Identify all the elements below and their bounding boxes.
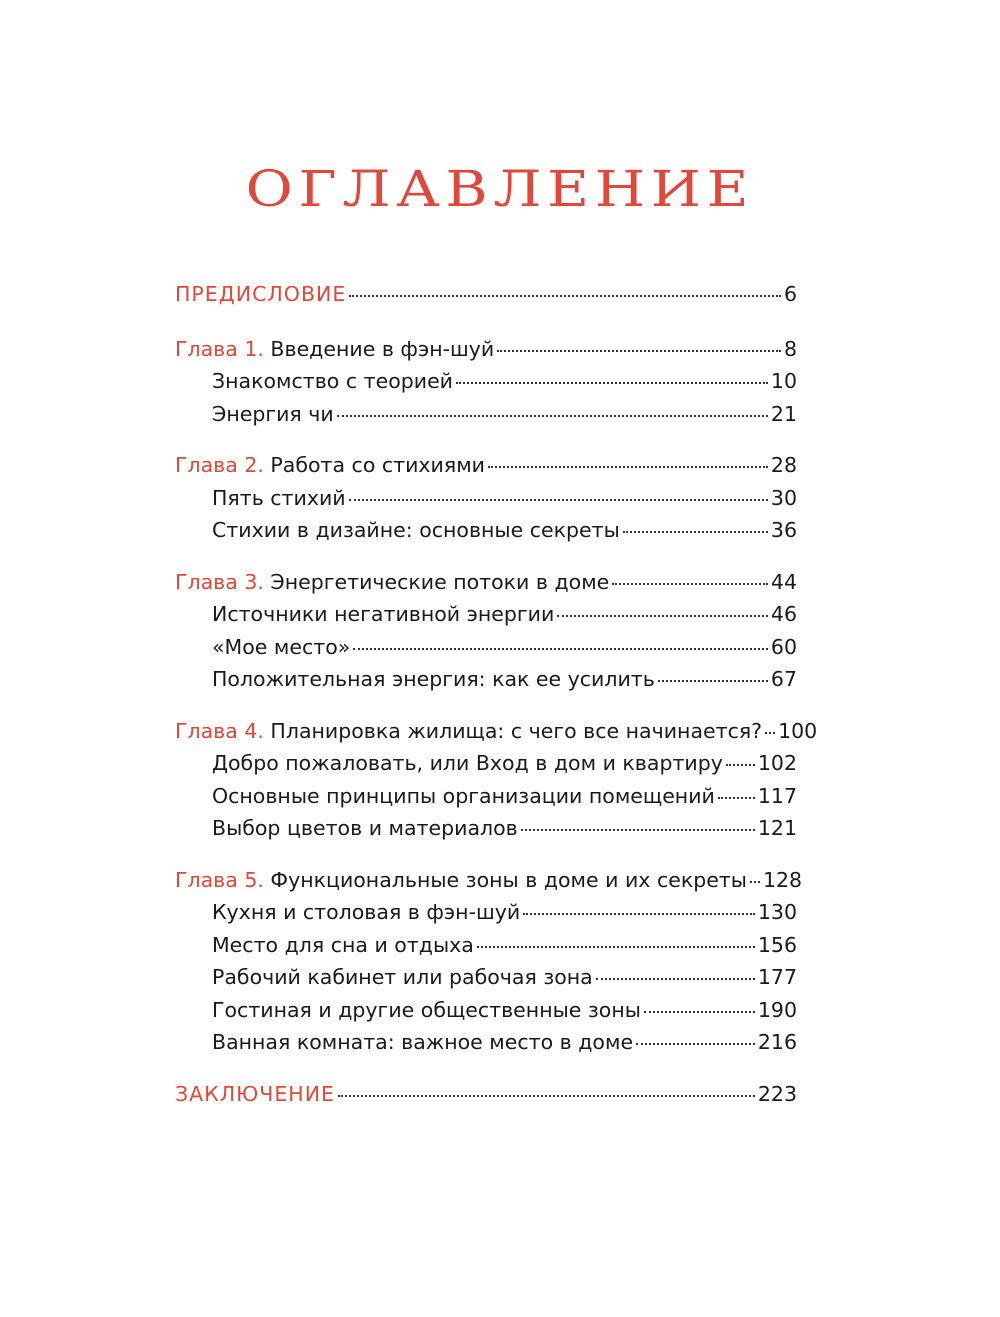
chapter-prefix: Глава 3. <box>175 569 264 594</box>
page-number: 67 <box>770 667 797 691</box>
toc-entry-chapter[interactable] <box>175 570 797 603</box>
toc-preface <box>175 282 797 315</box>
chapter-prefix: Глава 4. <box>175 718 264 743</box>
section-title: Положительная энергия: как ее усилить <box>212 667 655 691</box>
page-number: 21 <box>770 401 797 426</box>
toc-entry-section[interactable] <box>175 1030 797 1063</box>
section-title: Знакомство с теорией <box>212 369 454 393</box>
dot-leader <box>349 295 781 297</box>
page-number: 121 <box>757 816 797 840</box>
page-number: 156 <box>757 932 797 957</box>
dot-leader <box>596 978 755 980</box>
page-number: 10 <box>770 369 797 393</box>
page-number: 128 <box>762 867 803 892</box>
page-number: 223 <box>757 1081 797 1106</box>
toc-entry-section[interactable] <box>175 998 797 1031</box>
page-title: ОГЛАВЛЕНИЕ <box>245 160 755 218</box>
dot-leader <box>658 680 768 682</box>
toc-entry-section[interactable] <box>175 518 797 551</box>
page-number: 44 <box>770 569 797 594</box>
chapter-prefix: Глава 2. <box>175 453 264 477</box>
chapter-title: Работа со стихиями <box>270 453 485 477</box>
section-title: Выбор цветов и материалов <box>212 816 518 840</box>
toc-entry-section[interactable] <box>175 784 797 817</box>
page-number: 102 <box>757 751 797 775</box>
page-number: 216 <box>757 1030 797 1054</box>
toc-chapter-2 <box>175 453 797 551</box>
dot-leader <box>765 732 775 734</box>
dot-leader <box>337 415 768 417</box>
toc-chapter-3 <box>175 570 797 700</box>
toc-entry-section[interactable] <box>175 965 797 998</box>
page-number: 28 <box>770 453 797 477</box>
section-title: Кухня и столовая в фэн-шуй <box>212 900 521 924</box>
page-number: 190 <box>757 997 797 1022</box>
toc-entry-section[interactable] <box>175 816 797 849</box>
page-number: 36 <box>770 518 797 542</box>
page-number: 6 <box>783 282 797 306</box>
toc-entry-section[interactable] <box>175 402 797 435</box>
section-title: Добро пожаловать, или Вход в дом и квартиру <box>212 751 723 775</box>
section-title: «Мое место» <box>212 634 351 659</box>
toc-entry-preface[interactable] <box>175 282 797 315</box>
page-number: 60 <box>770 634 797 659</box>
dot-leader <box>521 829 755 831</box>
toc-entry-chapter[interactable] <box>175 337 797 370</box>
dot-leader <box>353 648 768 650</box>
section-title: Гостиная и другие общественные зоны <box>212 997 641 1022</box>
toc-entry-section[interactable] <box>175 933 797 966</box>
chapter-title: Введение в фэн-шуй <box>270 336 495 361</box>
toc-entry-section[interactable] <box>175 635 797 668</box>
dot-leader <box>488 466 768 468</box>
toc-entry-section[interactable] <box>175 369 797 402</box>
toc-entry-section[interactable] <box>175 486 797 519</box>
toc-chapter-1 <box>175 337 797 435</box>
dot-leader <box>477 946 755 948</box>
toc-entry-section[interactable] <box>175 602 797 635</box>
section-title: Энергия чи <box>212 401 334 426</box>
dot-leader <box>636 1043 755 1045</box>
chapter-heading <box>175 570 609 594</box>
chapter-prefix: Глава 5. <box>175 867 264 892</box>
dot-leader <box>497 350 781 352</box>
page-number: 130 <box>757 900 797 924</box>
toc-chapter-4 <box>175 718 818 849</box>
dot-leader <box>726 764 755 766</box>
toc-chapter-5 <box>175 867 803 1063</box>
chapter-title: Планировка жилища: с чего все начинается? <box>270 718 763 743</box>
toc-entry-conclusion[interactable] <box>175 1082 797 1115</box>
page-number: 46 <box>770 602 797 626</box>
section-title: Место для сна и отдыха <box>212 932 474 957</box>
table-of-contents <box>175 282 818 1136</box>
chapter-heading <box>175 337 494 361</box>
section-title: Основные принципы организации помещений <box>212 783 715 808</box>
chapter-heading <box>175 719 762 743</box>
page-number: 117 <box>757 783 797 808</box>
toc-entry-chapter[interactable] <box>175 453 797 486</box>
dot-leader <box>349 499 768 501</box>
page-number: 8 <box>783 336 797 361</box>
toc-entry-section[interactable] <box>175 900 797 933</box>
page-number: 177 <box>757 965 797 989</box>
dot-leader <box>557 615 768 617</box>
preface-label: ПРЕДИСЛОВИЕ <box>175 282 347 306</box>
toc-entry-section[interactable] <box>175 667 797 700</box>
chapter-heading <box>175 453 485 477</box>
dot-leader <box>750 881 760 883</box>
section-title: Пять стихий <box>212 485 346 510</box>
toc-entry-chapter[interactable] <box>175 867 803 901</box>
conclusion-label: ЗАКЛЮЧЕНИЕ <box>175 1081 335 1106</box>
chapter-title: Энергетические потоки в доме <box>270 569 610 594</box>
section-title: Рабочий кабинет или рабочая зона <box>212 965 593 989</box>
toc-entry-chapter[interactable] <box>175 718 818 752</box>
chapter-heading <box>175 868 747 892</box>
chapter-prefix: Глава 1. <box>175 336 264 361</box>
chapter-title: Функциональные зоны в доме и их секреты <box>270 867 747 892</box>
dot-leader <box>456 382 768 384</box>
dot-leader <box>623 531 768 533</box>
toc-conclusion <box>175 1082 797 1115</box>
dot-leader <box>523 913 755 915</box>
dot-leader <box>338 1095 755 1097</box>
page-number: 30 <box>770 485 797 510</box>
section-title: Ванная комната: важное место в доме <box>212 1030 634 1054</box>
dot-leader <box>644 1011 755 1013</box>
page-number: 100 <box>778 718 818 743</box>
toc-entry-section[interactable] <box>175 751 797 784</box>
dot-leader <box>718 797 755 799</box>
dot-leader <box>612 583 768 585</box>
section-title: Источники негативной энергии <box>212 602 555 626</box>
section-title: Стихии в дизайне: основные секреты <box>212 518 620 542</box>
